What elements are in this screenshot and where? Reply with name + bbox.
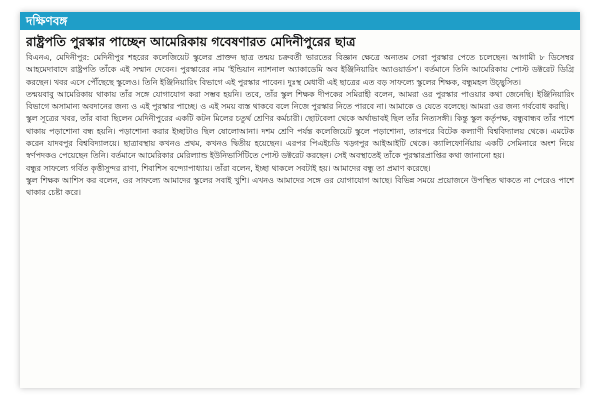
paragraph: তন্ময়বাবু আমেরিকায় থাকায় তাঁর সঙ্গে যোগাযোগ করা সম্ভব হয়নি। তবে, তাঁর স্কুল শিক্ষক দীপকের সমিরাহী বলেন, আমরা ওর পুরস্কার পাওয়ার কথা জেনেছি। ইঞ্জিনিয়ারিং বিভাগে অসামান্য অবদানের জন্য ও এই পুরস্কার পাচ্ছে। ও এই সময় ব্যস্ত থাকবে বলে নিজে পুরস্কার নিতে পারবে না। আমাকে ও যেতে বলেছে। আমরা ওর জন্য গর্ববোধ করছি।	[26, 89, 574, 112]
paragraph: বন্ধুর সাফল্যে গর্বিত কৃত্তীসুন্দর রাণা, শিবাশিস বন্দ্যোপাধ্যায়। তাঁরা বলেন, ইচ্ছা থাকলে সবটাই হয়। আমাদের বন্ধু তা প্রমাণ করেছে।	[26, 163, 431, 173]
section-label: দক্ষিণবঙ্গ	[26, 14, 68, 28]
headline: রাষ্ট্রপতি পুরস্কার পাচ্ছেন আমেরিকায় গবেষণারত মেদিনীপুরের ছাত্র	[26, 34, 356, 49]
section-banner	[20, 12, 580, 30]
article-body	[26, 52, 574, 200]
paragraph: স্কুল শিক্ষক আশিস কর বলেন, ওর সাফল্যে আমাদের স্কুলের সবাই খুশি। এখনও আমাদের সঙ্গে ওর যোগাযোগ আছে। বিভিন্ন সময়ে প্রয়োজনে উপস্থিত থাকতে না পেরেও পাশে থাকার চেষ্টা করে।	[26, 175, 574, 198]
paragraph: স্কুল সূত্রের খবর, তাঁর বাবা ছিলেন মেদিনীপুরের একটি কটন মিলের চতুর্থ শ্রেণির কর্মচারী। ছোটবেলা থেকে অর্থাভাবই ছিল তাঁর নিত্যসঙ্গী। কিন্তু স্কুল কর্তৃপক্ষ, বন্ধুবান্ধব তাঁর পাশে থাকায় পড়াশোনা বন্ধ হয়নি। পড়াশোনা করার ইচ্ছাটাও ছিল ষোলোআনা। দশম শ্রেণি পর্যন্ত কলেজিয়েট স্কুলে পড়াশোনা, তারপরে বিটেক কল্যাণী বিশ্ববিদ্যালয় থেকে। এমটেক করেন যাদবপুর বিশ্ববিদ্যালয়ে। ছাত্রাবস্থায় কখনও প্রথম, কখনও দ্বিতীয় হয়েছেন। এরপর পিএইচডি খড়্গপুর আইআইটি থেকে। ক্যালিফোর্নিয়ায় একটি সেমিনারে অংশ নিয়ে স্বর্ণপদকও পেয়েছেন তিনি। বর্তমানে আমেরিকার মেরিল্যান্ড ইউনিভার্সিটিতে পোস্ট ডক্টরেট করছেন। সেই অবস্থাতেই তাঁকে পুরস্কারপ্রাপ্তির কথা জানানো হয়।	[26, 114, 574, 161]
news-clipping	[20, 12, 580, 388]
paragraph: বিএনএ, মেদিনীপুর: মেদিনীপুর শহরের কলেজিয়েট স্কুলের প্রাক্তন ছাত্র তন্ময় চক্রবর্তী ভারতের বিজ্ঞান ক্ষেত্রে অন্যতম সেরা পুরস্কার পেতে চলেছেন। আগামী ৮ ডিসেম্বর আহমেদাবাদে রাষ্ট্রপতি তাঁকে এই সম্মান দেবেন। পুরস্কারের নাম 'ইন্ডিয়ান ন্যাশনাল অ্যাকাডেমি অব ইঞ্জিনিয়ারিং অ্যাওয়ার্ডস'। বর্তমানে তিনি আমেরিকায় পোস্ট ডক্টরেট ডিগ্রি করছেন। খবর এসে পৌঁছেছে স্কুলেও। তিনি ইঞ্জিনিয়ারিং বিভাগে এই পুরস্কার পাবেন। দুঃস্থ মেধাবী এই ছাত্রের এত বড় সাফল্যে স্কুলের শিক্ষক, বন্ধুমহল উচ্ছ্বসিত।	[26, 53, 574, 87]
